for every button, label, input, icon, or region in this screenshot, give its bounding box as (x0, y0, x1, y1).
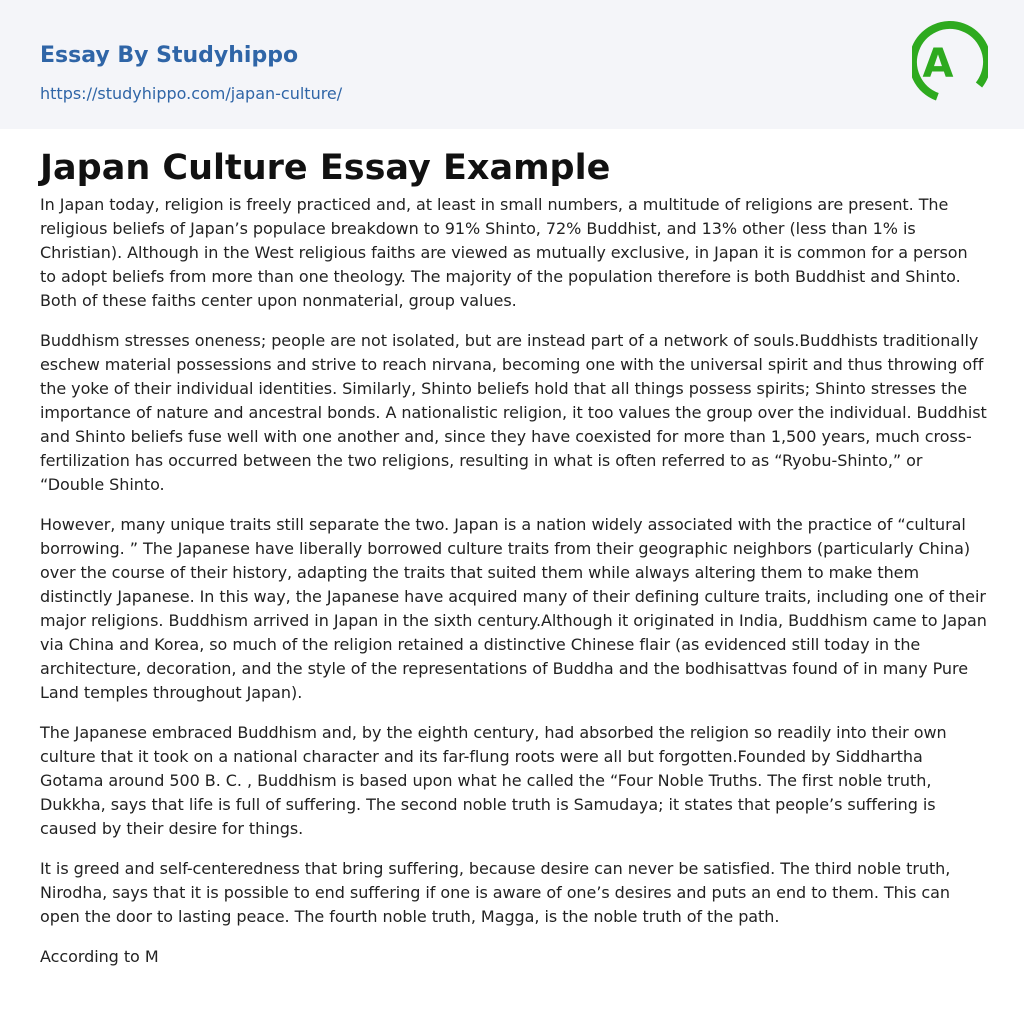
paragraph-6: According to M (40, 947, 159, 966)
logo-letter: A (922, 41, 954, 87)
article-body (40, 145, 988, 985)
site-header (0, 0, 1024, 129)
paragraph-4: The Japanese embraced Buddhism and, by the eighth century, had absorbed the religion so readily into their own culture that it took on a national character and its far-flung roots were all but forgotten.Founded by Siddhartha Gotama around 500 B. C. , Buddhism is based upon what he called the “Four Noble Truths. The first noble truth, Dukkha, says that life is full of suffering. The second noble truth is Samudaya; it states that people’s suffering is caused by their desire for things. (40, 723, 947, 838)
brand-title[interactable]: Essay By Studyhippo (40, 43, 299, 68)
source-url-link[interactable]: https://studyhippo.com/japan-culture/ (40, 84, 343, 103)
page-title: Japan Culture Essay Example (40, 148, 611, 188)
paragraph-2: Buddhism stresses oneness; people are not isolated, but are instead part of a network of souls.Buddhists traditionally eschew material possessions and strive to reach nirvana, becoming one with the universal spirit and thus throwing off the yoke of their individual identities. Similarly, Shinto beliefs hold that all things possess spirits; Shinto stresses the importance of nature and ancestral bonds. A nationalistic religion, it too values the group over the individual. Buddhist and Shinto beliefs fuse well with one another and, since they have coexisted for more than 1,500 years, much cross-fertilization has occurred between the two religions, resulting in what is often referred to as “Ryobu-Shinto,” or “Double Shinto. (40, 331, 987, 494)
studyhippo-logo-icon[interactable] (912, 18, 988, 106)
paragraph-1: In Japan today, religion is freely practiced and, at least in small numbers, a multitude of religions are present. The religious beliefs of Japan’s populace breakdown to 91% Shinto, 72% Buddhist, and 13% other (less than 1% is Christian). Although in the West religious faiths are viewed as mutually exclusive, in Japan it is common for a person to adopt beliefs from more than one theology. The majority of the population therefore is both Buddhist and Shinto. Both of these faiths center upon nonmaterial, group values. (40, 195, 968, 310)
paragraph-3: However, many unique traits still separate the two. Japan is a nation widely associated with the practice of “cultural borrowing. ” The Japanese have liberally borrowed culture traits from their geographic neighbors (particularly China) over the course of their history, adapting the traits that suited them while always altering them to make them distinctly Japanese. In this way, the Japanese have acquired many of their defining culture traits, including one of their major religions. Buddhism arrived in Japan in the sixth century.Although it originated in India, Buddhism came to Japan via China and Korea, so much of the religion retained a distinctive Chinese flair (as evidenced still today in the architecture, decoration, and the style of the representations of Buddha and the bodhisattvas found of in many Pure Land temples throughout Japan). (40, 515, 987, 702)
paragraph-5: It is greed and self-centeredness that bring suffering, because desire can never be satisfied. The third noble truth, Nirodha, says that it is possible to end suffering if one is aware of one’s desires and puts an end to them. This can open the door to lasting peace. The fourth noble truth, Magga, is the noble truth of the path. (40, 859, 951, 926)
